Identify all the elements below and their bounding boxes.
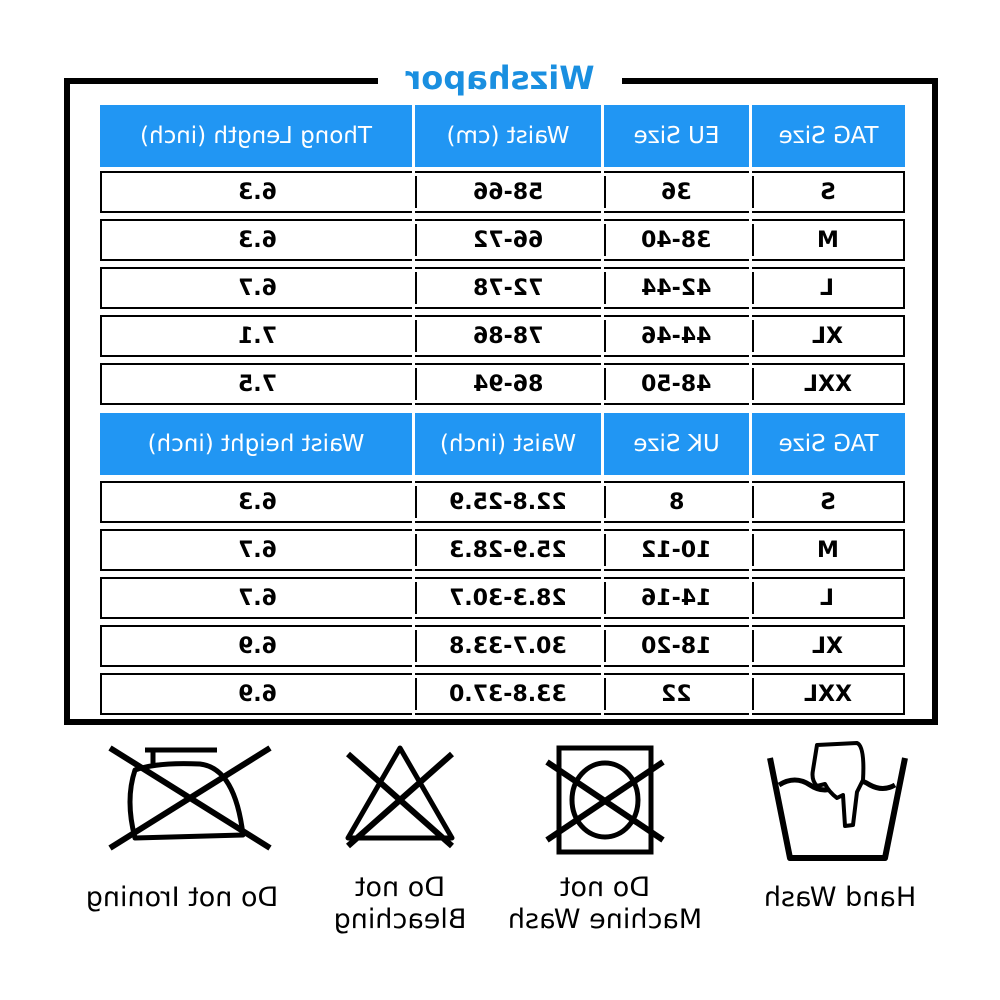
table-row — [100, 267, 905, 309]
cell-eu-size: 48-50 — [641, 371, 712, 397]
no-bleach-icon — [340, 740, 460, 860]
cell-uk-size: 8 — [668, 489, 685, 515]
cell-uk-size: 22 — [661, 681, 692, 707]
cell-waist-height: 6.7 — [237, 537, 277, 563]
cell-waist-cm: 78-86 — [472, 323, 544, 349]
care-label-no-bleaching-line2: Bleaching — [333, 904, 467, 935]
table2-header-waist-inch: Waist (inch) — [415, 413, 601, 475]
table-row — [100, 171, 905, 213]
care-label-no-machine-wash-line1: Do not — [559, 872, 651, 903]
cell-eu-size: 36 — [661, 179, 692, 205]
cell-tag-size: XXL — [803, 681, 852, 707]
table2-header-waist-height: Waist height (inch) — [100, 413, 412, 475]
cell-waist-height: 6.7 — [237, 585, 277, 611]
table2-header-row — [100, 413, 905, 475]
hand-wash-icon — [765, 740, 910, 865]
table1-header-tag-size: TAG Size — [752, 105, 905, 167]
table-row — [100, 363, 905, 405]
table1-header-waist-cm: Waist (cm) — [415, 105, 601, 167]
table-row — [100, 625, 905, 667]
cell-tag-size: M — [816, 537, 839, 563]
table1-header-thong-length: Thong Length (inch) — [100, 105, 412, 167]
table1-header-row — [100, 105, 905, 167]
cell-waist-inch: 30.7-33.8 — [449, 633, 567, 659]
cell-uk-size: 14-16 — [641, 585, 712, 611]
cell-waist-cm: 86-94 — [472, 371, 544, 397]
cell-tag-size: L — [820, 585, 835, 611]
cell-waist-cm: 58-66 — [472, 179, 544, 205]
cell-waist-inch: 25.9-28.3 — [449, 537, 567, 563]
cell-eu-size: 44-46 — [641, 323, 712, 349]
cell-tag-size: L — [820, 275, 835, 301]
cell-thong-length: 6.3 — [237, 179, 277, 205]
table1-header-eu-size: EU Size — [604, 105, 749, 167]
cell-thong-length: 7.1 — [237, 323, 277, 349]
cell-thong-length: 6.3 — [237, 227, 277, 253]
table-row — [100, 315, 905, 357]
cell-waist-cm: 72-78 — [472, 275, 544, 301]
cell-tag-size: XL — [812, 633, 843, 659]
cell-waist-inch: 28.3-30.7 — [449, 585, 567, 611]
table-row — [100, 673, 905, 715]
cell-tag-size: S — [819, 179, 836, 205]
table-row — [100, 219, 905, 261]
cell-thong-length: 7.5 — [237, 371, 277, 397]
brand-title: Wizshapor — [378, 56, 622, 100]
no-machine-wash-icon — [545, 740, 665, 860]
cell-tag-size: M — [816, 227, 839, 253]
care-label-hand-wash: Hand Wash — [763, 882, 917, 913]
table2-header-tag-size: TAG Size — [752, 413, 905, 475]
no-iron-icon — [105, 740, 275, 860]
care-label-no-machine-wash-line2: Machine Wash — [507, 904, 703, 935]
cell-tag-size: XL — [812, 323, 843, 349]
cell-thong-length: 6.7 — [237, 275, 277, 301]
table2-header-uk-size: UK Size — [604, 413, 749, 475]
cell-tag-size: S — [819, 489, 836, 515]
care-label-no-bleaching-line1: Do not — [354, 872, 446, 903]
table-row — [100, 529, 905, 571]
cell-waist-inch: 22.8-25.9 — [449, 489, 567, 515]
table-row — [100, 577, 905, 619]
cell-waist-inch: 33.8-37.0 — [449, 681, 567, 707]
cell-waist-height: 6.3 — [237, 489, 277, 515]
cell-waist-height: 6.9 — [237, 633, 277, 659]
cell-eu-size: 38-40 — [641, 227, 712, 253]
cell-uk-size: 18-20 — [641, 633, 712, 659]
cell-waist-cm: 66-72 — [472, 227, 544, 253]
cell-eu-size: 42-44 — [641, 275, 712, 301]
cell-waist-height: 6.9 — [237, 681, 277, 707]
care-label-no-ironing: Do not Ironing — [85, 882, 279, 913]
cell-tag-size: XXL — [803, 371, 852, 397]
cell-uk-size: 10-12 — [641, 537, 712, 563]
table-row — [100, 481, 905, 523]
